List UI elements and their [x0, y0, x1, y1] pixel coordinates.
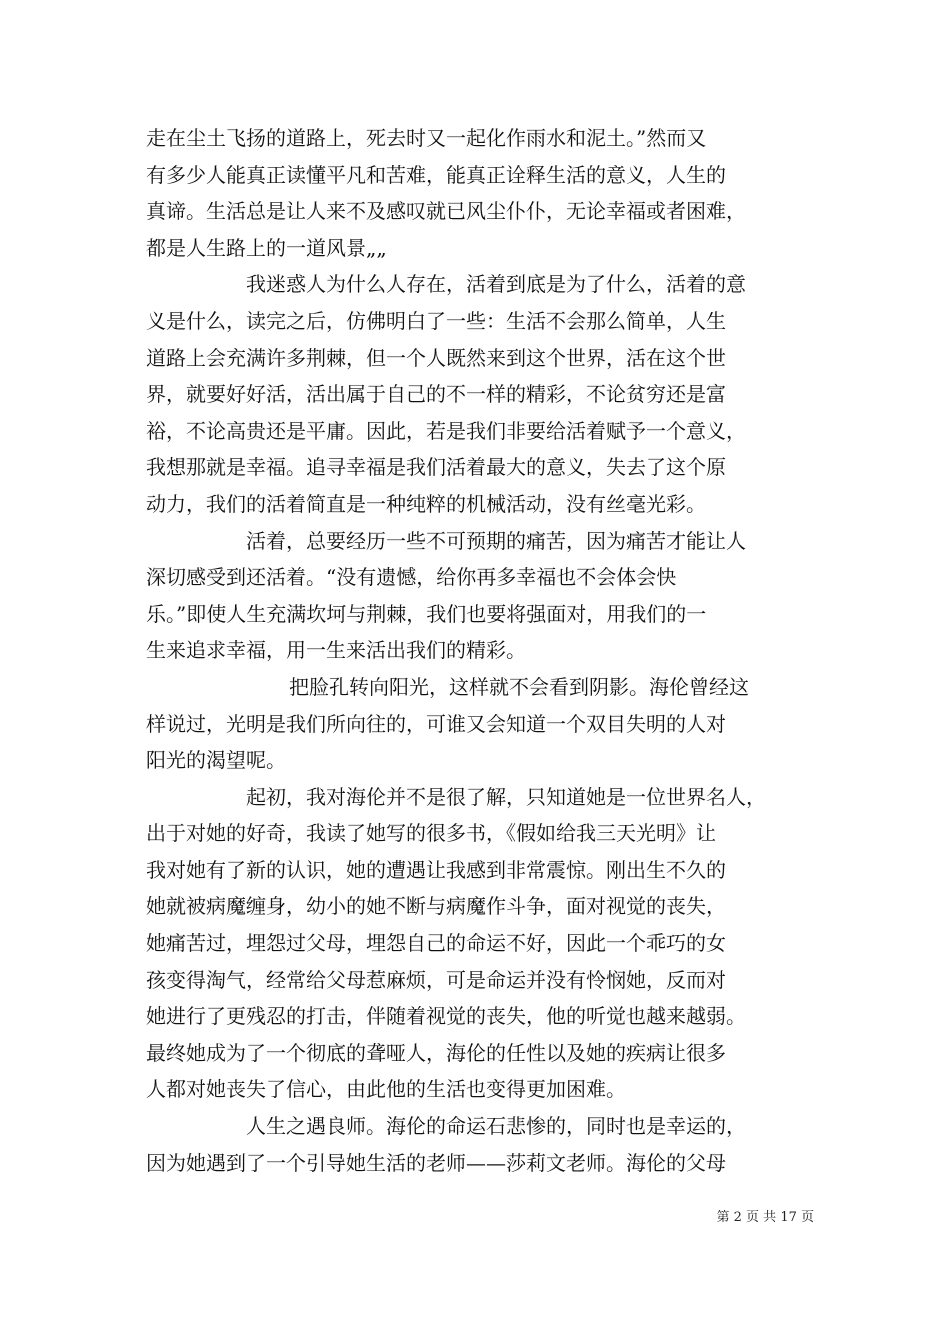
paragraph-start-line: 我迷惑人为什么人存在，活着到底是为了什么，活着的意 — [246, 272, 746, 297]
text-line: 深切感受到还活着。“没有遗憾，给你再多幸福也不会体会快 — [146, 565, 677, 590]
text-line: 阳光的渴望呢。 — [146, 748, 286, 773]
text-line: 乐。”即使人生充满坎坷与荆棘，我们也要将强面对，用我们的一 — [146, 601, 707, 626]
text-line: 界，就要好好活，活出属于自己的不一样的精彩，不论贫穷还是富 — [146, 382, 726, 407]
text-line: 她痛苦过，埋怨过父母，埋怨自己的命运不好，因此一个乖巧的女 — [146, 931, 726, 956]
text-line: 她进行了更残忍的打击，伴随着视觉的丧失，他的听觉也越来越弱。 — [146, 1004, 746, 1029]
paragraph-start-line: 把脸孔转向阳光，这样就不会看到阴影。海伦曾经这 — [289, 674, 749, 699]
text-line: 生来追求幸福，用一生来活出我们的精彩。 — [146, 638, 526, 663]
text-line: 她就被病魔缠身，幼小的她不断与病魔作斗争，面对视觉的丧失， — [146, 894, 726, 919]
text-line: 真谛。生活总是让人来不及感叹就已风尘仆仆，无论幸福或者困难， — [146, 199, 746, 224]
text-line: 道路上会充满许多荆棘，但一个人既然来到这个世界，活在这个世 — [146, 345, 726, 370]
text-line: 义是什么，读完之后，仿佛明白了一些：生活不会那么简单，人生 — [146, 308, 726, 333]
body-text — [146, 120, 814, 1181]
paragraph-start-line: 活着，总要经历一些不可预期的痛苦，因为痛苦才能让人 — [246, 528, 746, 553]
text-line: 我想那就是幸福。追寻幸福是我们活着最大的意义，失去了这个原 — [146, 455, 726, 480]
text-line: 走在尘土飞扬的道路上，死去时又一起化作雨水和泥土。”然而又 — [146, 126, 707, 150]
paragraph-start-line: 人生之遇良师。海伦的命运石悲惨的，同时也是幸运的， — [246, 1114, 746, 1139]
text-line: 出于对她的好奇，我读了她写的很多书，《假如给我三天光明》让 — [146, 821, 716, 846]
text-line: 我对她有了新的认识，她的遭遇让我感到非常震惊。刚出生不久的 — [146, 857, 726, 882]
paragraph-start-line: 起初，我对海伦并不是很了解，只知道她是一位世界名人， — [246, 784, 766, 809]
page-number: 第 2 页 共 17 页 — [716, 1210, 814, 1225]
text-line: 孩变得淘气，经常给父母惹麻烦，可是命运并没有怜悯她，反而对 — [146, 967, 726, 992]
text-line: 动力，我们的活着简直是一种纯粹的机械活动，没有丝毫光彩。 — [146, 491, 706, 516]
text-line: 因为她遇到了一个引导她生活的老师——莎莉文老师。海伦的父母 — [146, 1150, 726, 1175]
text-line: 样说过，光明是我们所向往的，可谁又会知道一个双目失明的人对 — [146, 711, 726, 736]
text-line: 最终她成为了一个彻底的聋哑人，海伦的任性以及她的疾病让很多 — [146, 1040, 726, 1065]
text-line: 都是人生路上的一道风景„„ — [146, 235, 387, 260]
text-line: 人都对她丧失了信心，由此他的生活也变得更加困难。 — [146, 1077, 626, 1102]
text-line: 裕，不论高贵还是平庸。因此，若是我们非要给活着赋予一个意义， — [146, 418, 746, 443]
text-line: 有多少人能真正读懂平凡和苦难，能真正诠释生活的意义，人生的 — [146, 162, 726, 187]
